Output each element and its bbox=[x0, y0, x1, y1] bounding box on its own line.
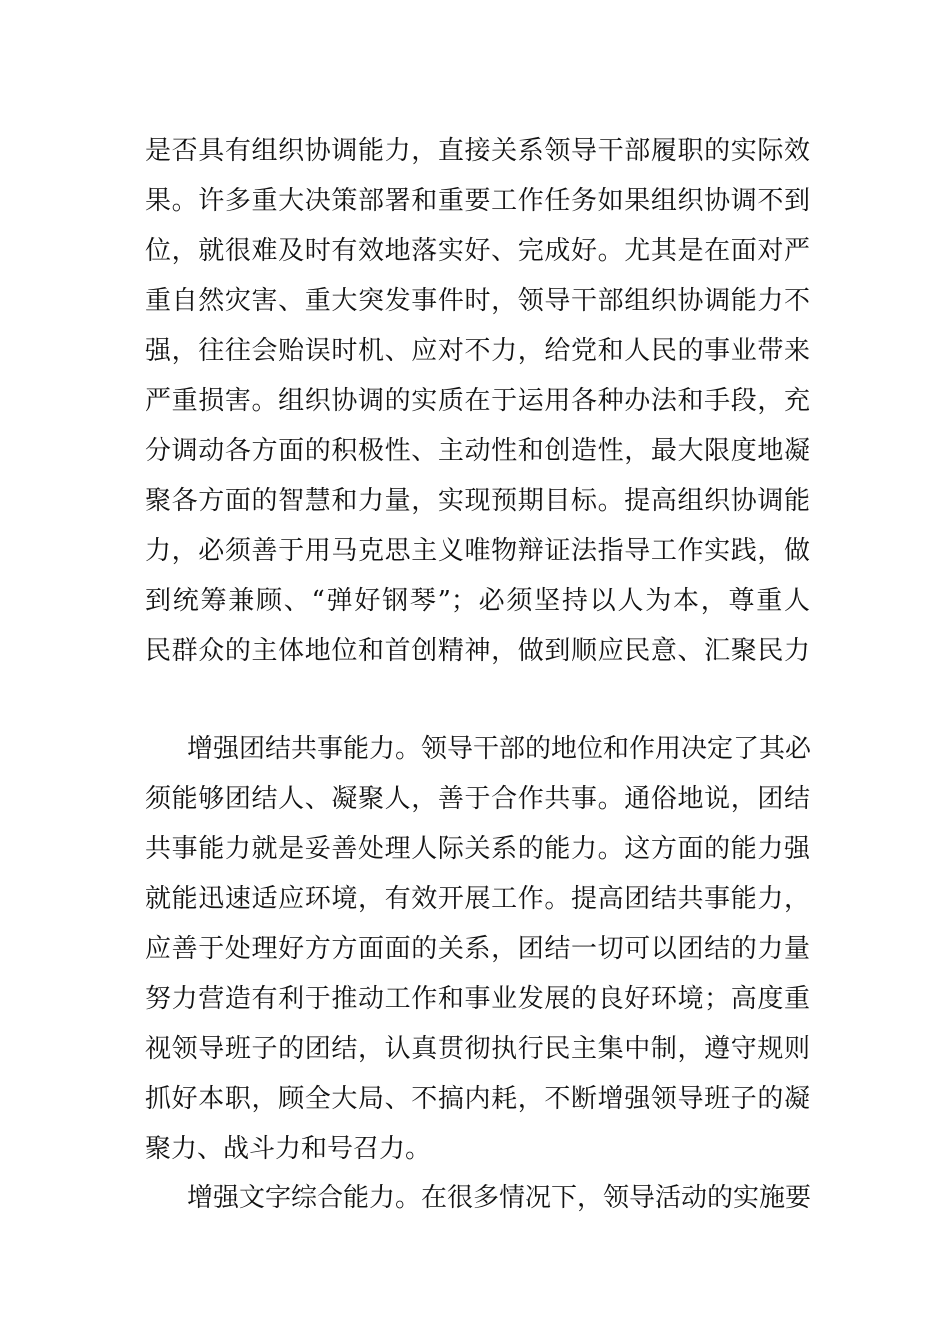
text-line: 严重损害。组织协调的实质在于运用各种办法和手段，充 bbox=[145, 386, 810, 416]
text-line: 视领导班子的团结，认真贯彻执行民主集中制，遵守规则 bbox=[145, 1034, 810, 1064]
text-line: 分调动各方面的积极性、主动性和创造性，最大限度地凝 bbox=[145, 436, 810, 466]
text-line: 共事能力就是妥善处理人际关系的能力。这方面的能力强 bbox=[145, 834, 810, 864]
text-line: 强，往往会贻误时机、应对不力，给党和人民的事业带来 bbox=[145, 336, 810, 366]
text-line: 须能够团结人、凝聚人，善于合作共事。通俗地说，团结 bbox=[145, 784, 810, 814]
text-line: 力，必须善于用马克思主义唯物辩证法指导工作实践，做 bbox=[145, 536, 810, 566]
text-line: 是否具有组织协调能力，直接关系领导干部履职的实际效 bbox=[145, 136, 810, 166]
text-line: 位，就很难及时有效地落实好、完成好。尤其是在面对严 bbox=[145, 236, 810, 266]
text-line: 重自然灾害、重大突发事件时，领导干部组织协调能力不 bbox=[145, 286, 810, 316]
text-line: 努力营造有利于推动工作和事业发展的良好环境；高度重 bbox=[145, 984, 810, 1014]
text-line: 到统筹兼顾、“弹好钢琴”；必须坚持以人为本，尊重人 bbox=[145, 586, 810, 616]
text-line: 增强文字综合能力。在很多情况下，领导活动的实施要 bbox=[187, 1183, 812, 1213]
text-line: 抓好本职，顾全大局、不搞内耗，不断增强领导班子的凝 bbox=[145, 1084, 810, 1114]
text-line: 聚各方面的智慧和力量，实现预期目标。提高组织协调能 bbox=[145, 486, 810, 516]
text-line: 果。许多重大决策部署和重要工作任务如果组织协调不到 bbox=[145, 186, 810, 216]
text-line: 民群众的主体地位和首创精神，做到顺应民意、汇聚民力 bbox=[145, 636, 810, 666]
text-line: 增强团结共事能力。领导干部的地位和作用决定了其必 bbox=[187, 734, 812, 764]
text-line: 就能迅速适应环境，有效开展工作。提高团结共事能力， bbox=[145, 884, 810, 914]
text-line: 应善于处理好方方面面的关系，团结一切可以团结的力量 bbox=[145, 934, 810, 964]
text-line: 聚力、战斗力和号召力。 bbox=[145, 1134, 432, 1164]
